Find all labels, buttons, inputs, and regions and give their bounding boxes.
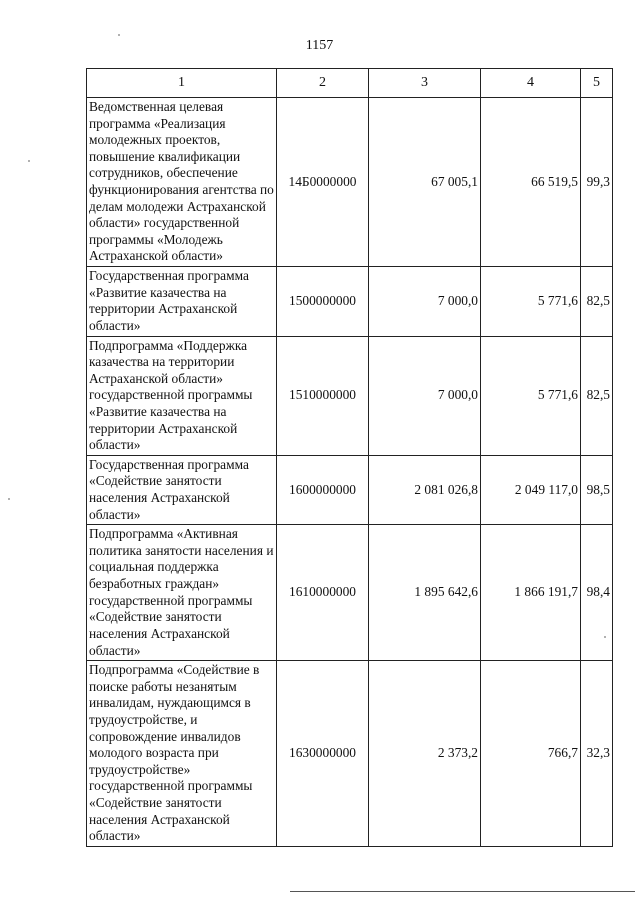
column-header-4: 4 [481, 69, 581, 98]
plan-amount-cell: 7 000,0 [369, 267, 481, 336]
actual-amount-cell: 5 771,6 [481, 336, 581, 455]
percent-cell: 99,3 [581, 98, 613, 267]
percent-cell: 98,5 [581, 455, 613, 524]
plan-amount-cell: 7 000,0 [369, 336, 481, 455]
percent-cell: 98,4 [581, 525, 613, 661]
program-name-cell: Подпрограмма «Поддержка казачества на территории Астраханской области» государственной программы «Развитие казачества на территории Астраханской области» [87, 336, 277, 455]
program-code-cell: 14Б0000000 [277, 98, 369, 267]
program-code-cell: 1600000000 [277, 455, 369, 524]
column-header-2: 2 [277, 69, 369, 98]
budget-table [86, 68, 613, 847]
table-row [87, 661, 613, 847]
program-code-cell: 1500000000 [277, 267, 369, 336]
program-name-cell: Государственная программа «Развитие казачества на территории Астраханской области» [87, 267, 277, 336]
program-code-cell: 1630000000 [277, 661, 369, 847]
program-name-cell: Подпрограмма «Содействие в поиске работы незанятым инвалидам, нуждающимся в трудоустройстве, и сопровождение инвалидов молодого возраста при трудоустройстве» государственной программы «Содействие занятости населения Астраханской области» [87, 661, 277, 847]
scan-speck [604, 636, 606, 638]
plan-amount-cell: 2 373,2 [369, 661, 481, 847]
actual-amount-cell: 2 049 117,0 [481, 455, 581, 524]
column-header-3: 3 [369, 69, 481, 98]
plan-amount-cell: 1 895 642,6 [369, 525, 481, 661]
table-row [87, 455, 613, 524]
table-header-row [87, 69, 613, 98]
footer-rule [290, 891, 635, 892]
actual-amount-cell: 766,7 [481, 661, 581, 847]
scan-speck [118, 34, 120, 36]
table-row [87, 525, 613, 661]
program-code-cell: 1610000000 [277, 525, 369, 661]
scan-speck [8, 498, 10, 500]
plan-amount-cell: 67 005,1 [369, 98, 481, 267]
program-name-cell: Ведомственная целевая программа «Реализация молодежных проектов, повышение квалификации сотрудников, обеспечение функционирования агентства по делам молодежи Астраханской области» государственной программы «Молодежь Астраханской области» [87, 98, 277, 267]
actual-amount-cell: 1 866 191,7 [481, 525, 581, 661]
plan-amount-cell: 2 081 026,8 [369, 455, 481, 524]
table-row [87, 267, 613, 336]
program-name-cell: Государственная программа «Содействие занятости населения Астраханской области» [87, 455, 277, 524]
percent-cell: 82,5 [581, 336, 613, 455]
column-header-1: 1 [87, 69, 277, 98]
actual-amount-cell: 66 519,5 [481, 98, 581, 267]
table-row [87, 336, 613, 455]
actual-amount-cell: 5 771,6 [481, 267, 581, 336]
program-code-cell: 1510000000 [277, 336, 369, 455]
scan-speck [28, 160, 30, 162]
page-number: 1157 [305, 38, 334, 53]
column-header-5: 5 [581, 69, 613, 98]
percent-cell: 82,5 [581, 267, 613, 336]
percent-cell: 32,3 [581, 661, 613, 847]
table-row [87, 98, 613, 267]
program-name-cell: Подпрограмма «Активная политика занятости населения и социальная поддержка безработных граждан» государственной программы «Содействие занятости населения Астраханской области» [87, 525, 277, 661]
